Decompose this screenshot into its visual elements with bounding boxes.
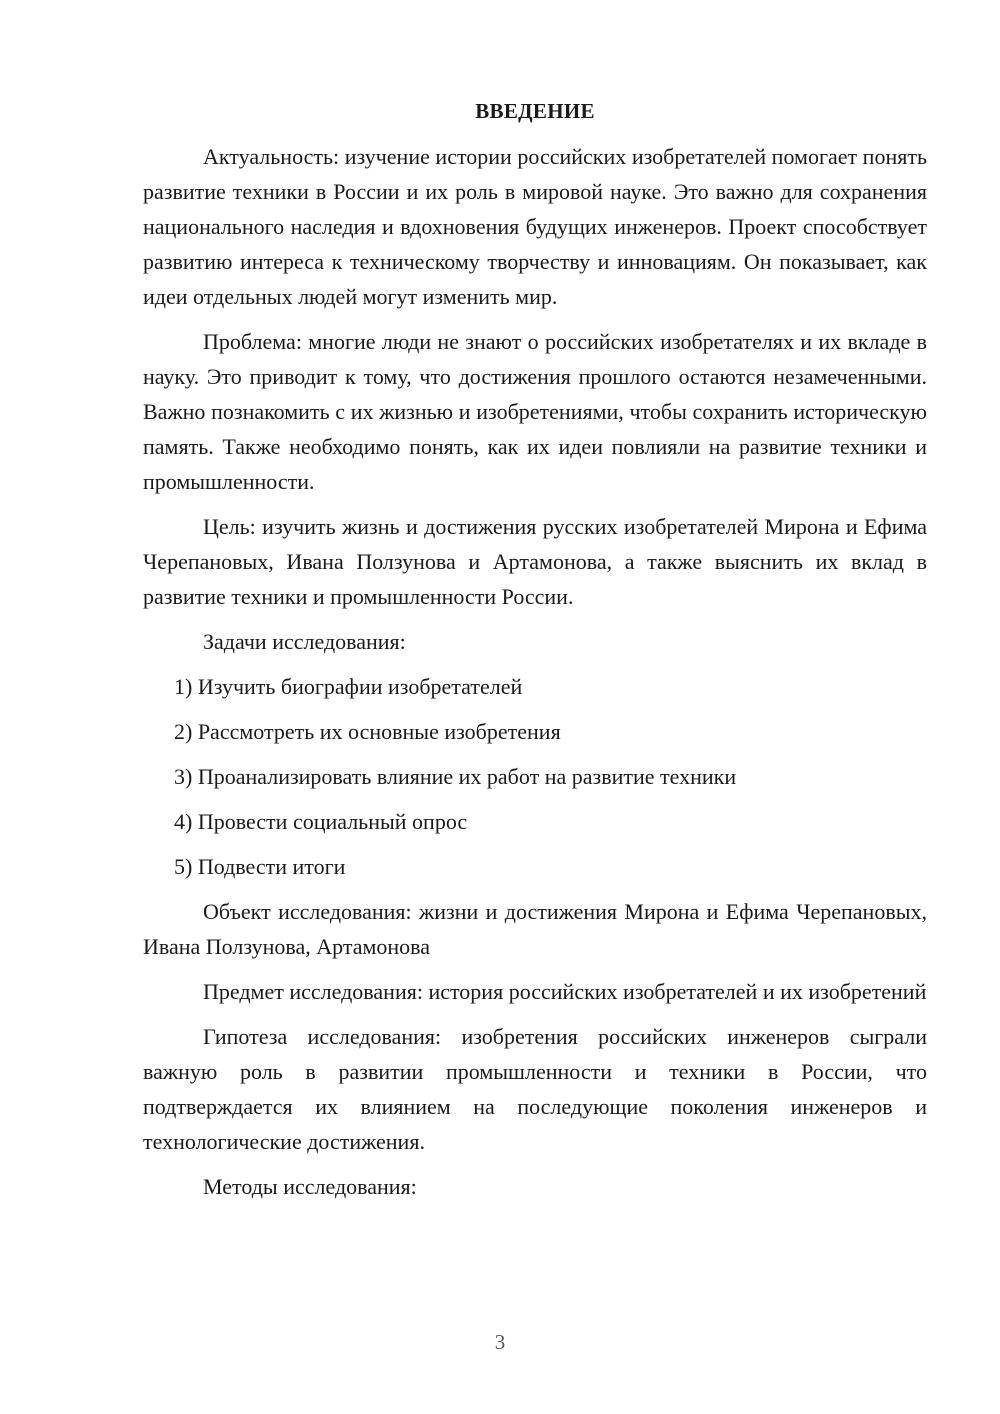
tasks-list: [143, 669, 927, 884]
relevance-paragraph: Актуальность: изучение истории российских изобретателей помогает понять развитие техники в России и их роль в мировой науке. Это важно для сохранения национального наследия и вдохновения будущих инженеров. Проект способствует развитию интереса к техническому творчеству и инновациям. Он показывает, как идеи отдельных людей могут изменить мир.: [143, 144, 927, 309]
task-item: 3) Проанализировать влияние их работ на развитие техники: [174, 764, 737, 789]
subject-paragraph: Предмет исследования: история российских изобретателей и их изобретений: [203, 979, 927, 1004]
task-item: 4) Провести социальный опрос: [174, 809, 468, 834]
task-item: 2) Рассмотреть их основные изобретения: [174, 719, 561, 744]
goal-paragraph: Цель: изучить жизнь и достижения русских изобретателей Мирона и Ефима Черепановых, Ивана Ползунова и Артамонова, а также выяснить их вклад в развитие техники и промышленности России.: [143, 514, 927, 609]
task-item: 5) Подвести итоги: [174, 854, 346, 879]
page-number: 3: [494, 1330, 506, 1354]
object-paragraph: Объект исследования: жизни и достижения Мирона и Ефима Черепановых, Ивана Ползунова, Артамонова: [143, 899, 927, 959]
tasks-heading: Задачи исследования:: [203, 629, 406, 654]
hypothesis-paragraph: Гипотеза исследования: изобретения российских инженеров сыграли важную роль в развитии промышленности и техники в России, что подтверждается их влиянием на последующие поколения инженеров и технологические достижения.: [143, 1024, 927, 1154]
task-item: 1) Изучить биографии изобретателей: [174, 674, 523, 699]
methods-heading: Методы исследования:: [203, 1174, 417, 1199]
problem-paragraph: Проблема: многие люди не знают о российских изобретателях и их вкладе в науку. Это приводит к тому, что достижения прошлого остаются незамеченными. Важно познакомить с их жизнью и изобретениями, чтобы сохранить историческую память. Также необходимо понять, как их идеи повлияли на развитие техники и промышленности.: [143, 329, 927, 494]
page-content: [143, 96, 927, 1214]
section-title: ВВЕДЕНИЕ: [475, 99, 595, 123]
